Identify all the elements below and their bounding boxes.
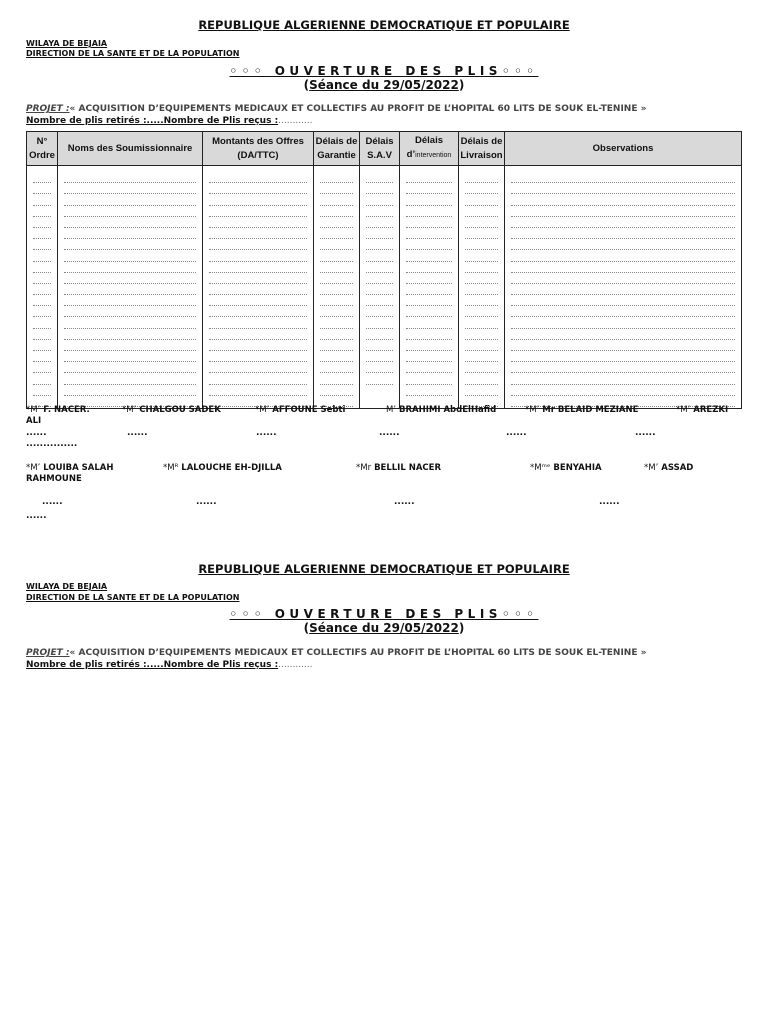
dotted-fill-line	[33, 362, 51, 373]
dotted-fill-line	[209, 317, 307, 328]
signature-dots: ......	[506, 428, 527, 438]
dotted-fill-line	[33, 329, 51, 340]
cell-observations	[505, 166, 742, 409]
dotted-fill-line	[320, 385, 353, 396]
dotted-fill-line	[366, 250, 393, 261]
dotted-fill-line	[209, 262, 307, 273]
dotted-fill-line	[64, 329, 196, 340]
signature-dots: ......	[127, 428, 148, 438]
dotted-fill-line	[209, 228, 307, 239]
projet-label: PROJET :	[26, 104, 70, 114]
plis-count-dots: ............	[278, 116, 313, 126]
dotted-fill-line	[511, 228, 735, 239]
dotted-fill-line	[465, 329, 498, 340]
plis-count-line	[26, 116, 313, 126]
signature-dots: ......	[256, 428, 277, 438]
document-title: REPUBLIQUE ALGERIENNE DEMOCRATIQUE ET POPULAIRE	[198, 18, 570, 32]
dotted-fill-line	[366, 340, 393, 351]
dotted-fill-line	[320, 340, 353, 351]
cell-intervention	[400, 166, 459, 409]
table-header-row	[27, 132, 742, 166]
dotted-fill-line	[406, 262, 452, 273]
dotted-fill-line	[64, 217, 196, 228]
dotted-fill-line	[320, 172, 353, 183]
dotted-fill-line	[320, 362, 353, 373]
dotted-fill-line	[33, 340, 51, 351]
dotted-fill-line	[320, 217, 353, 228]
dotted-fill-line	[406, 250, 452, 261]
dotted-fill-line	[465, 340, 498, 351]
dotted-fill-line	[366, 206, 393, 217]
signature-dots: ......	[42, 497, 63, 507]
dotted-fill-line	[406, 217, 452, 228]
dotted-fill-line	[209, 306, 307, 317]
dotted-fill-line	[209, 172, 307, 183]
dotted-fill-line	[320, 262, 353, 273]
dotted-fill-line	[33, 373, 51, 384]
projet-line	[26, 104, 646, 114]
ouverture-heading: ◦◦◦ OUVERTURE DES PLIS◦◦◦	[229, 607, 539, 621]
dotted-fill-line	[320, 273, 353, 284]
dotted-fill-line	[64, 183, 196, 194]
dotted-fill-line	[511, 239, 735, 250]
dotted-fill-line	[33, 228, 51, 239]
projet-text: « ACQUISITION D’EQUIPEMENTS MEDICAUX ET COLLECTIFS AU PROFIT DE L’HOPITAL 60 LITS DE SOUK EL-TENINE »	[69, 104, 647, 114]
dotted-fill-line	[511, 373, 735, 384]
col-header-montants: Montants des Offres (DA/TTC)	[203, 132, 314, 166]
dotted-fill-line	[33, 206, 51, 217]
member-8: *Mᴿ LALOUCHE EH-DJILLA	[163, 463, 282, 473]
dotted-fill-line	[406, 183, 452, 194]
seance-line: (Séance du 29/05/2022)	[303, 78, 465, 92]
dotted-fill-line	[406, 317, 452, 328]
cell-noms	[58, 166, 203, 409]
member-6: *M’ AREZKI	[676, 405, 729, 415]
dotted-fill-line	[511, 262, 735, 273]
member-4: M’ BRAHIMI AbdElHafid	[386, 405, 497, 415]
seance-date: Séance du 29/05/2022	[309, 78, 459, 92]
dotted-fill-line	[64, 206, 196, 217]
dotted-fill-line	[406, 340, 452, 351]
member-2: *M’ CHALGOU SADEK	[122, 405, 221, 415]
dotted-fill-line	[366, 329, 393, 340]
dotted-fill-line	[209, 194, 307, 205]
dotted-fill-line	[511, 295, 735, 306]
dotted-fill-line	[465, 262, 498, 273]
dotted-fill-line	[465, 206, 498, 217]
dotted-fill-line	[33, 217, 51, 228]
wilaya-label: WILAYA DE BEJAIA	[26, 582, 108, 591]
col-header-sav: Délais S.A.V	[360, 132, 400, 166]
dotted-fill-line	[511, 385, 735, 396]
dotted-fill-line	[465, 239, 498, 250]
dotted-fill-line	[64, 239, 196, 250]
dotted-fill-line	[64, 228, 196, 239]
dotted-fill-line	[33, 172, 51, 183]
member-3: *M’ AFFOUNE Sebti	[255, 405, 346, 415]
projet-label: PROJET :	[26, 648, 70, 658]
projet-text: « ACQUISITION D’EQUIPEMENTS MEDICAUX ET COLLECTIFS AU PROFIT DE L’HOPITAL 60 LITS DE SOUK EL-TENINE »	[69, 648, 647, 658]
plis-count-line	[26, 660, 313, 670]
dotted-fill-line	[465, 228, 498, 239]
dotted-fill-line	[64, 295, 196, 306]
dotted-fill-line	[465, 306, 498, 317]
dotted-fill-line	[320, 239, 353, 250]
plis-count-dots: ............	[278, 660, 313, 670]
dotted-fill-line	[366, 273, 393, 284]
dotted-fill-line	[406, 228, 452, 239]
seance-line: (Séance du 29/05/2022)	[303, 621, 465, 635]
dotted-fill-line	[64, 340, 196, 351]
dotted-fill-line	[209, 239, 307, 250]
dotted-fill-line	[511, 250, 735, 261]
dotted-fill-line	[366, 351, 393, 362]
member-10: *Mᵐᵉ BENYAHIA	[530, 463, 602, 473]
dotted-fill-line	[465, 373, 498, 384]
dotted-fill-line	[209, 206, 307, 217]
dotted-fill-line	[465, 183, 498, 194]
dotted-fill-line	[33, 284, 51, 295]
dotted-fill-line	[33, 317, 51, 328]
dotted-fill-line	[406, 351, 452, 362]
col-header-noms: Noms des Soumissionnaire	[58, 132, 203, 166]
dotted-fill-line	[64, 306, 196, 317]
dotted-fill-line	[320, 351, 353, 362]
dotted-fill-line	[64, 284, 196, 295]
dotted-fill-line	[209, 373, 307, 384]
dotted-fill-line	[366, 373, 393, 384]
col-header-observations: Observations	[505, 132, 742, 166]
dotted-fill-line	[33, 295, 51, 306]
dotted-fill-line	[209, 351, 307, 362]
dotted-fill-line	[465, 250, 498, 261]
dotted-fill-line	[406, 284, 452, 295]
dotted-fill-line	[33, 351, 51, 362]
col-header-ordre: N° Ordre	[27, 132, 58, 166]
plis-count-label: Nombre de plis retirés :.....Nombre de Plis reçus :	[26, 116, 279, 126]
dotted-fill-line	[64, 362, 196, 373]
dotted-fill-line	[320, 183, 353, 194]
dotted-fill-line	[366, 194, 393, 205]
dotted-fill-line	[406, 373, 452, 384]
signature-dots: ......	[635, 428, 656, 438]
dotted-fill-line	[511, 284, 735, 295]
dotted-fill-line	[33, 194, 51, 205]
dotted-fill-line	[209, 340, 307, 351]
dotted-fill-line	[320, 250, 353, 261]
direction-label: DIRECTION DE LA SANTE ET DE LA POPULATION	[26, 593, 240, 602]
wilaya-label: WILAYA DE BEJAIA	[26, 39, 108, 48]
dotted-fill-line	[406, 239, 452, 250]
dotted-fill-line	[406, 172, 452, 183]
dotted-fill-line	[64, 273, 196, 284]
dotted-fill-line	[465, 317, 498, 328]
col-header-garantie: Délais de Garantie	[314, 132, 360, 166]
signature-dots: ......	[196, 497, 217, 507]
dotted-fill-line	[209, 362, 307, 373]
dotted-fill-line	[320, 206, 353, 217]
dotted-fill-line	[33, 239, 51, 250]
dotted-fill-line	[64, 194, 196, 205]
dotted-fill-line	[64, 385, 196, 396]
col-header-intervention: Délais d’intervention	[400, 132, 459, 166]
member-6-continued: ALI	[26, 416, 42, 426]
dotted-fill-line	[366, 262, 393, 273]
dotted-fill-line	[33, 273, 51, 284]
cell-sav	[360, 166, 400, 409]
dotted-fill-line	[366, 306, 393, 317]
dotted-fill-line	[406, 385, 452, 396]
projet-line	[26, 648, 646, 658]
dotted-fill-line	[465, 217, 498, 228]
dotted-fill-line	[511, 362, 735, 373]
dotted-fill-line	[209, 183, 307, 194]
dotted-fill-line	[320, 329, 353, 340]
signature-dots: ......	[394, 497, 415, 507]
dotted-fill-line	[320, 373, 353, 384]
dotted-fill-line	[320, 306, 353, 317]
member-7-continued: RAHMOUNE	[26, 474, 82, 484]
signature-dots: ......	[599, 497, 620, 507]
dotted-fill-line	[511, 306, 735, 317]
dotted-fill-line	[366, 228, 393, 239]
dotted-fill-line	[209, 273, 307, 284]
member-11: *M’ ASSAD	[644, 463, 694, 473]
dotted-fill-line	[366, 317, 393, 328]
dotted-fill-line	[366, 295, 393, 306]
dotted-fill-line	[33, 306, 51, 317]
table-body-row	[27, 166, 742, 409]
dotted-fill-line	[366, 284, 393, 295]
dotted-fill-line	[511, 206, 735, 217]
dotted-fill-line	[320, 317, 353, 328]
cell-montants	[203, 166, 314, 409]
dotted-fill-line	[64, 262, 196, 273]
member-5: *M’ Mr BELAID MEZIANE	[525, 405, 639, 415]
dotted-fill-line	[33, 183, 51, 194]
signature-dots: ...............	[26, 439, 78, 449]
dotted-fill-line	[406, 329, 452, 340]
direction-label: DIRECTION DE LA SANTE ET DE LA POPULATION	[26, 49, 240, 58]
dotted-fill-line	[465, 351, 498, 362]
dotted-fill-line	[366, 172, 393, 183]
dotted-fill-line	[511, 194, 735, 205]
dotted-fill-line	[406, 362, 452, 373]
dotted-fill-line	[511, 217, 735, 228]
dotted-fill-line	[320, 228, 353, 239]
dotted-fill-line	[64, 172, 196, 183]
dotted-fill-line	[511, 351, 735, 362]
dotted-fill-line	[33, 250, 51, 261]
cell-livraison	[459, 166, 505, 409]
member-7: *M’ LOUIBA SALAH	[26, 463, 114, 473]
dotted-fill-line	[511, 172, 735, 183]
member-1: *M’ F. NACER.	[26, 405, 90, 415]
dotted-fill-line	[511, 329, 735, 340]
signature-dots: ......	[26, 511, 47, 521]
dotted-fill-line	[465, 284, 498, 295]
dotted-fill-line	[320, 295, 353, 306]
seance-date: Séance du 29/05/2022	[309, 621, 459, 635]
dotted-fill-line	[320, 284, 353, 295]
dotted-fill-line	[209, 329, 307, 340]
ouverture-heading: ◦◦◦ OUVERTURE DES PLIS◦◦◦	[229, 64, 539, 78]
dotted-fill-line	[209, 284, 307, 295]
member-9: *Mr BELLIL NACER	[356, 463, 441, 473]
dotted-fill-line	[64, 250, 196, 261]
dotted-fill-line	[465, 273, 498, 284]
cell-ordre	[27, 166, 58, 409]
dotted-fill-line	[366, 239, 393, 250]
dotted-fill-line	[406, 206, 452, 217]
dotted-fill-line	[511, 340, 735, 351]
document-title: REPUBLIQUE ALGERIENNE DEMOCRATIQUE ET POPULAIRE	[198, 562, 570, 576]
dotted-fill-line	[209, 250, 307, 261]
col-header-livraison: Délais de Livraison	[459, 132, 505, 166]
dotted-fill-line	[406, 194, 452, 205]
dotted-fill-line	[406, 306, 452, 317]
dotted-fill-line	[465, 172, 498, 183]
offers-table	[26, 131, 742, 409]
dotted-fill-line	[366, 362, 393, 373]
dotted-fill-line	[33, 385, 51, 396]
dotted-fill-line	[366, 183, 393, 194]
dotted-fill-line	[465, 194, 498, 205]
cell-garantie	[314, 166, 360, 409]
signature-dots: ......	[26, 428, 47, 438]
dotted-fill-line	[406, 295, 452, 306]
dotted-fill-line	[64, 373, 196, 384]
dotted-fill-line	[64, 317, 196, 328]
dotted-fill-line	[209, 385, 307, 396]
dotted-fill-line	[209, 217, 307, 228]
plis-count-label: Nombre de plis retirés :.....Nombre de Plis reçus :	[26, 660, 279, 670]
dotted-fill-line	[33, 262, 51, 273]
dotted-fill-line	[465, 295, 498, 306]
dotted-fill-line	[64, 351, 196, 362]
signature-dots: ......	[379, 428, 400, 438]
dotted-fill-line	[209, 295, 307, 306]
dotted-fill-line	[406, 273, 452, 284]
dotted-fill-line	[511, 183, 735, 194]
dotted-fill-line	[465, 385, 498, 396]
dotted-fill-line	[366, 217, 393, 228]
dotted-fill-line	[511, 317, 735, 328]
dotted-fill-line	[465, 362, 498, 373]
dotted-fill-line	[511, 273, 735, 284]
dotted-fill-line	[320, 194, 353, 205]
